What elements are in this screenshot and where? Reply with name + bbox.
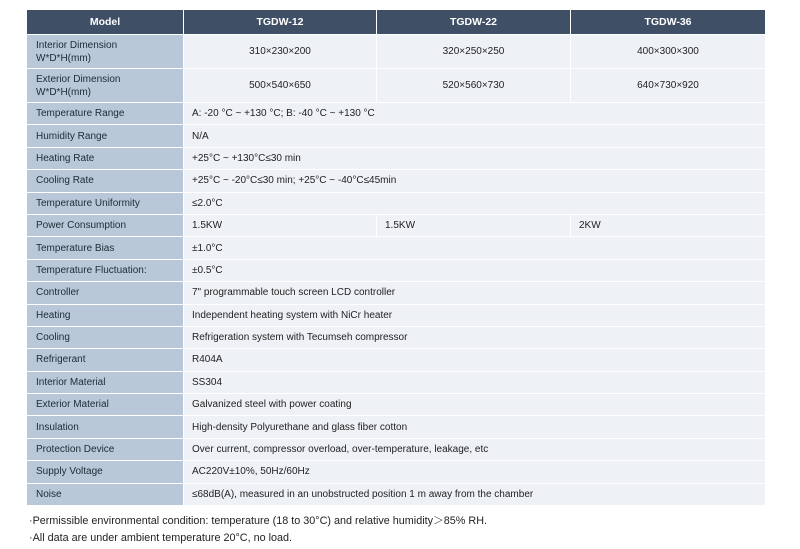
header-model-2: TGDW-22 [377, 10, 571, 35]
label-line2: W*D*H(mm) [36, 52, 91, 64]
table-cell: 500×540×650 [184, 69, 377, 103]
table-row-interior-dimension [27, 35, 765, 69]
row-label: Refrigerant [27, 349, 184, 371]
table-row [27, 461, 765, 483]
row-label: Temperature Range [27, 103, 184, 125]
row-label: Exterior Material [27, 394, 184, 416]
row-label: Temperature Fluctuation: [27, 260, 184, 282]
table-cell: ≤68dB(A), measured in an unobstructed position 1 m away from the chamber [184, 484, 765, 506]
table-cell: ≤2.0°C [184, 193, 765, 215]
footnote: ·Permissible environmental condition: temperature (18 to 30°C) and relative humidity＞85% RH. [29, 515, 487, 527]
table-cell: 400×300×300 [571, 35, 765, 69]
table-cell: N/A [184, 125, 765, 147]
table-row-exterior-dimension [27, 69, 765, 103]
table-row [27, 327, 765, 349]
table-cell: 640×730×920 [571, 69, 765, 103]
table-row [27, 282, 765, 304]
spec-table-container [27, 10, 765, 506]
row-label [27, 35, 184, 69]
table-cell: 320×250×250 [377, 35, 571, 69]
footnote: ·All data are under ambient temperature 20°C, no load. [29, 532, 292, 544]
table-row-power-consumption [27, 215, 765, 237]
table-row [27, 193, 765, 215]
table-cell: Over current, compressor overload, over-temperature, leakage, etc [184, 439, 765, 461]
row-label: Temperature Bias [27, 237, 184, 259]
table-cell: Refrigeration system with Tecumseh compressor [184, 327, 765, 349]
spec-table [27, 10, 765, 506]
header-model-label: Model [27, 10, 184, 35]
table-row [27, 416, 765, 438]
table-row [27, 305, 765, 327]
table-cell: Galvanized steel with power coating [184, 394, 765, 416]
table-cell: High-density Polyurethane and glass fiber cotton [184, 416, 765, 438]
row-label [27, 69, 184, 103]
table-row [27, 125, 765, 147]
label-line1: Interior Dimension [36, 39, 118, 51]
footnotes [29, 513, 487, 547]
table-cell: SS304 [184, 372, 765, 394]
row-label: Heating [27, 305, 184, 327]
table-row [27, 170, 765, 192]
header-model-3: TGDW-36 [571, 10, 765, 35]
row-label: Controller [27, 282, 184, 304]
table-cell: 310×230×200 [184, 35, 377, 69]
table-row [27, 103, 765, 125]
table-cell: 1.5KW [184, 215, 377, 237]
table-cell: A: -20 °C ~ +130 °C; B: -40 °C ~ +130 °C [184, 103, 765, 125]
row-label: Protection Device [27, 439, 184, 461]
table-cell: ±0.5°C [184, 260, 765, 282]
row-label: Humidity Range [27, 125, 184, 147]
label-line2: W*D*H(mm) [36, 86, 91, 98]
table-cell: 520×560×730 [377, 69, 571, 103]
table-cell: 1.5KW [377, 215, 571, 237]
table-row [27, 148, 765, 170]
table-header-row [27, 10, 765, 35]
table-row [27, 237, 765, 259]
table-row [27, 372, 765, 394]
row-label: Interior Material [27, 372, 184, 394]
row-label: Power Consumption [27, 215, 184, 237]
table-cell: 7" programmable touch screen LCD controller [184, 282, 765, 304]
row-label: Cooling [27, 327, 184, 349]
row-label: Temperature Uniformity [27, 193, 184, 215]
table-cell: ±1.0°C [184, 237, 765, 259]
table-cell: R404A [184, 349, 765, 371]
table-row [27, 260, 765, 282]
table-cell: +25°C ~ -20°C≤30 min; +25°C ~ -40°C≤45min [184, 170, 765, 192]
table-cell: +25°C ~ +130°C≤30 min [184, 148, 765, 170]
table-cell: 2KW [571, 215, 765, 237]
row-label: Heating Rate [27, 148, 184, 170]
table-row [27, 484, 765, 506]
label-line1: Exterior Dimension [36, 73, 121, 85]
table-row [27, 439, 765, 461]
row-label: Cooling Rate [27, 170, 184, 192]
row-label: Insulation [27, 416, 184, 438]
table-cell: Independent heating system with NiCr heater [184, 305, 765, 327]
table-row [27, 394, 765, 416]
row-label: Noise [27, 484, 184, 506]
table-row [27, 349, 765, 371]
table-cell: AC220V±10%, 50Hz/60Hz [184, 461, 765, 483]
header-model-1: TGDW-12 [184, 10, 377, 35]
row-label: Supply Voltage [27, 461, 184, 483]
